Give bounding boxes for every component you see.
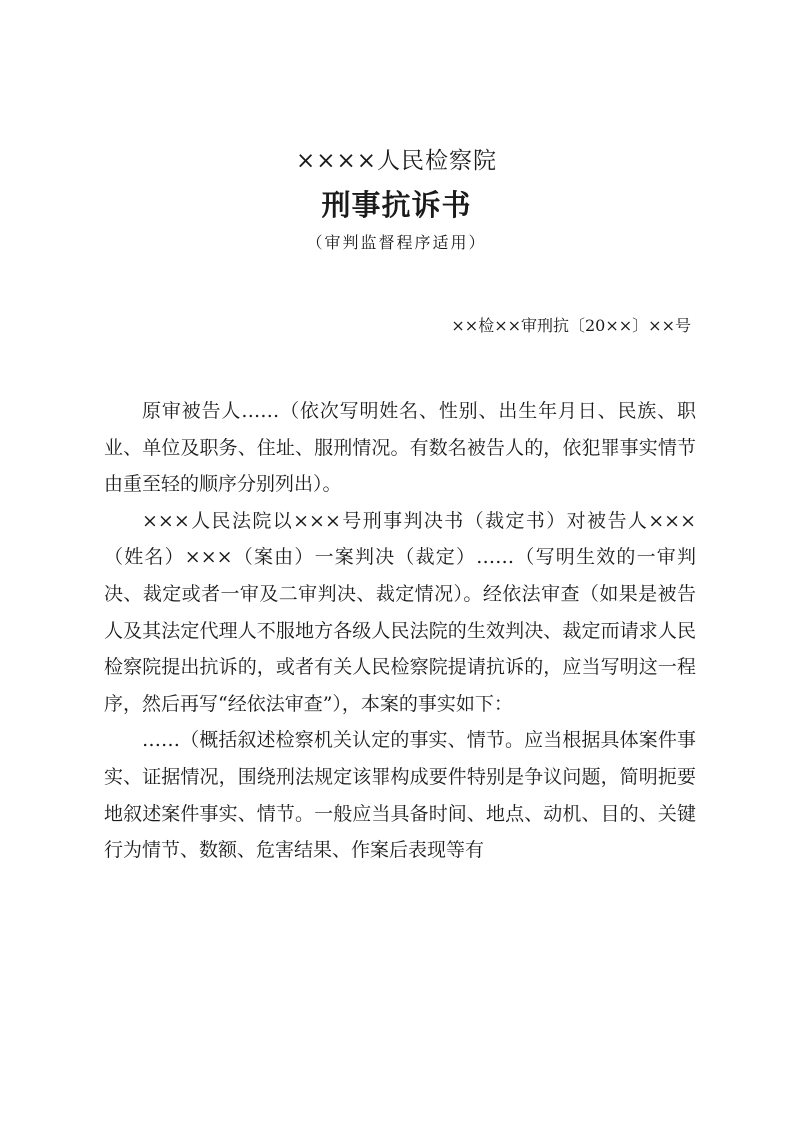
paragraph-case-facts: ……（概括叙述检察机关认定的事实、情节。应当根据具体案件事实、证据情况，围绕刑法规定该罪构成要件特别是争议问题，简明扼要地叙述案件事实、情节。一般应当具备时间、地点、动机、目的、关键行为情节、数额、危害结果、作案后表现等有 (104, 729, 696, 862)
document-title: 刑事抗诉书 (321, 188, 472, 222)
organization-name: ××××人民检察院 (295, 148, 498, 174)
paragraph-defendant-info: 原审被告人……（依次写明姓名、性别、出生年月日、民族、职业、单位及职务、住址、服刑情况。有数名被告人的，依犯罪事实情节由重至轻的顺序分别列出）。 (104, 400, 696, 496)
document-body (104, 393, 696, 869)
document-number: ××检××审刑抗〔20××〕××号 (451, 316, 691, 335)
paragraph-original-judgment: ×××人民法院以×××号刑事判决书（裁定书）对被告人×××（姓名）×××（案由）一案判决（裁定）……（写明生效的一审判决、裁定或者一审及二审判决、裁定情况）。经依法审查（如果是被告人及其法定代理人不服地方各级人民法院的生效判决、裁定而请求人民检察院提出抗诉的，或者有关人民检察院提请抗诉的，应当写明这一程序，然后再写“经依法审查”），本案的事实如下： (104, 509, 696, 715)
document-subtitle: （审判监督程序适用） (306, 233, 487, 252)
